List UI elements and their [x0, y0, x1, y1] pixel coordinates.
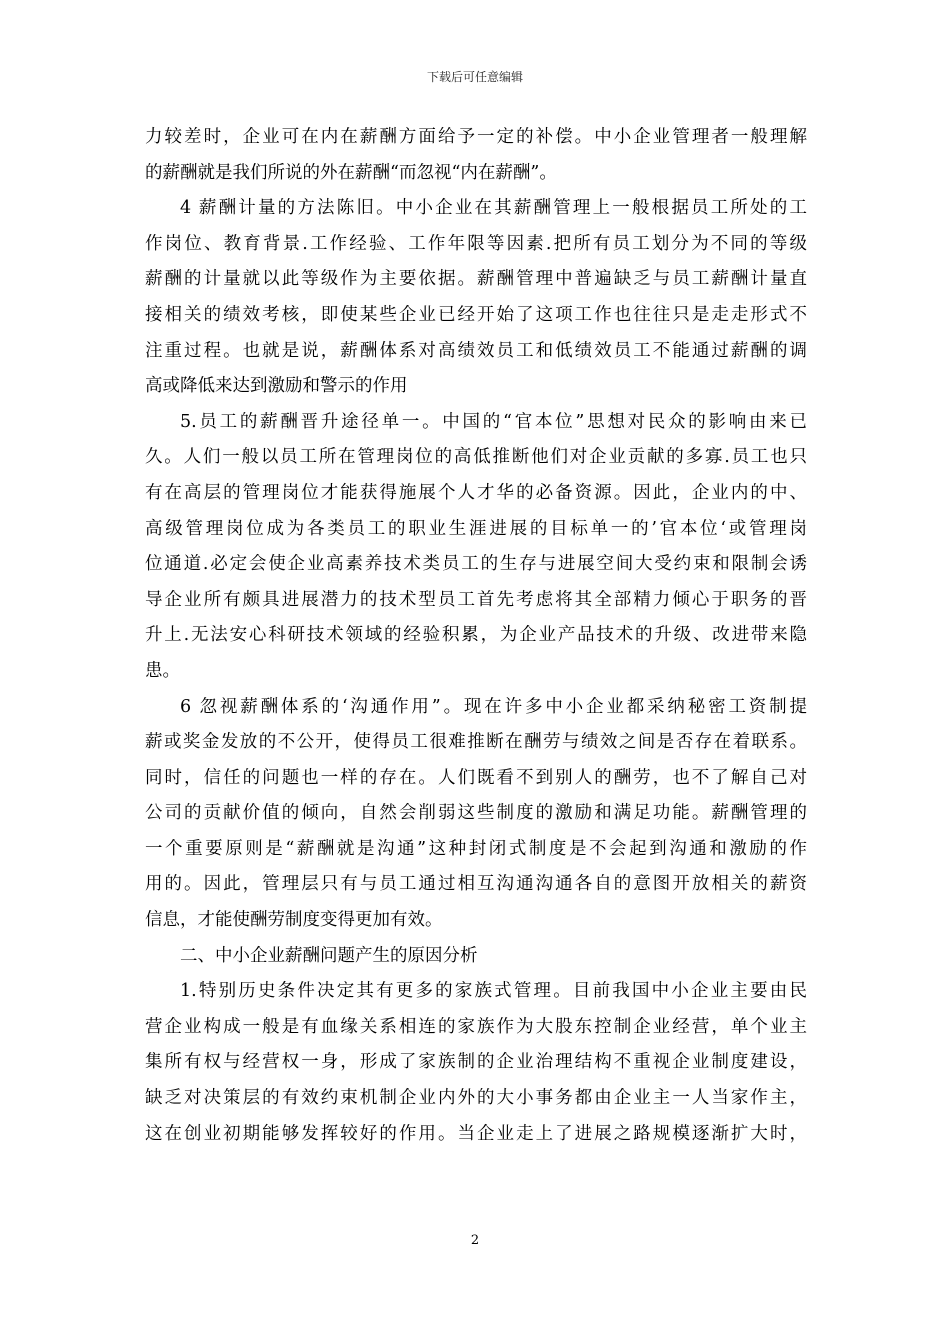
text-line: 接相关的绩效考核，即使某些企业已经开始了这项工作也往往只是走走形式不	[145, 304, 807, 325]
text-line: 营企业构成一般是有血缘关系相连的家族作为大股东控制企业经营，单个业主	[145, 1016, 807, 1037]
text-line: 力较差时，企业可在内在薪酬方面给予一定的补偿。中小企业管理者一般理解	[145, 127, 807, 147]
text-line: 患。	[145, 660, 180, 681]
text-line: 5.员工的薪酬晋升途径单一。中国的“官本位”思想对民众的影响由来已	[180, 411, 807, 432]
text-line: 作岗位、教育背景.工作经验、工作年限等因素.把所有员工划分为不同的等级	[145, 233, 807, 254]
text-line: 的薪酬就是我们所说的外在薪酬“而忽视“内在薪酬”。	[145, 162, 557, 183]
text-line: 集所有权与经营权一身，形成了家族制的企业治理结构不重视企业制度建设，	[145, 1052, 807, 1073]
document-body	[145, 124, 807, 1156]
text-line: 二、中小企业薪酬问题产生的原因分析	[180, 945, 478, 966]
text-line: 1.特别历史条件决定其有更多的家族式管理。目前我国中小企业主要由民	[180, 981, 807, 1002]
page-number: 2	[470, 1233, 480, 1248]
text-line: 缺乏对决策层的有效约束机制企业内外的大小事务都由企业主一人当家作主，	[145, 1088, 807, 1109]
text-line: 导企业所有颇具进展潜力的技术型员工首先考虑将其全部精力倾心于职务的晋	[145, 589, 807, 610]
text-line: 信息，才能使酬劳制度变得更加有效。	[145, 910, 443, 931]
text-line: 用的。因此，管理层只有与员工通过相互沟通沟通各自的意图开放相关的薪资	[145, 874, 807, 895]
text-line: 4 薪酬计量的方法陈旧。中小企业在其薪酬管理上一般根据员工所处的工	[180, 198, 807, 219]
text-line: 位通道.必定会使企业高素养技术类员工的生存与进展空间大受约束和限制会诱	[145, 554, 807, 575]
text-line: 升上.无法安心科研技术领域的经验积累，为企业产品技术的升级、改进带来隐	[145, 625, 807, 646]
text-line: 久。人们一般以员工所在管理岗位的高低推断他们对企业贡献的多寡.员工也只	[145, 447, 807, 468]
text-line: 薪或奖金发放的不公开，使得员工很难推断在酬劳与绩效之间是否存在着联系。	[145, 732, 807, 753]
text-line: 一个重要原则是“薪酬就是沟通”这种封闭式制度是不会起到沟通和激励的作	[145, 838, 807, 859]
text-line: 薪酬的计量就以此等级作为主要依据。薪酬管理中普遍缺乏与员工薪酬计量直	[145, 269, 807, 290]
text-line: 同时，信任的问题也一样的存在。人们既看不到别人的酬劳，也不了解自己对	[145, 767, 807, 788]
text-line: 注重过程。也就是说，薪酬体系对高绩效员工和低绩效员工不能通过薪酬的调	[145, 340, 807, 361]
page-header: 下载后可任意编辑	[426, 70, 523, 84]
text-line: 这在创业初期能够发挥较好的作用。当企业走上了进展之路规模逐渐扩大时，	[145, 1123, 807, 1144]
text-line: 有在高层的管理岗位才能获得施展个人才华的必备资源。因此，企业内的中、	[145, 482, 807, 503]
text-line: 高级管理岗位成为各类员工的职业生涯进展的目标单一的’官本位‘或管理岗	[145, 518, 807, 539]
text-line: 高或降低来达到激励和警示的作用	[145, 376, 408, 397]
text-line: 公司的贡献价值的倾向，自然会削弱这些制度的激励和满足功能。薪酬管理的	[145, 803, 807, 824]
text-line: 6 忽视薪酬体系的‘沟通作用”。现在许多中小企业都采纳秘密工资制提	[180, 696, 807, 717]
